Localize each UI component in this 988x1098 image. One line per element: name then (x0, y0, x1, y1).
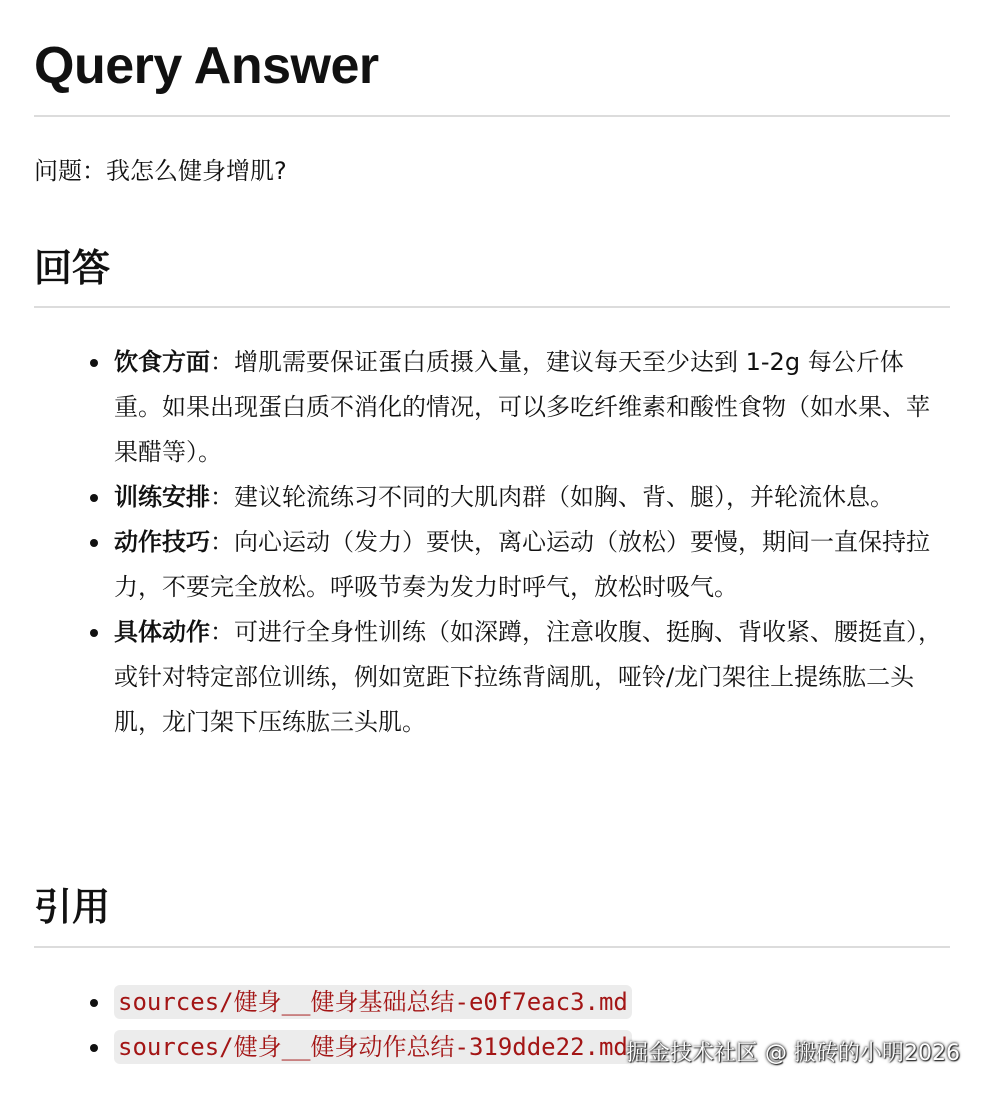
answer-item-text: ：建议轮流练习不同的大肌肉群（如胸、背、腿），并轮流休息。 (210, 483, 894, 511)
reference-item (34, 1025, 632, 1070)
answer-item-text: ：可进行全身性训练（如深蹲，注意收腹、挺胸、背收紧、腰挺直），或针对特定部位训练，例如宽距下拉练背阔肌，哑铃/龙门架往上提练肱二头肌，龙门架下压练肱三头肌。 (114, 618, 942, 736)
answer-item-term: 具体动作 (114, 618, 210, 646)
answer-item-text: ：增肌需要保证蛋白质摄入量，建议每天至少达到 1-2g 每公斤体重。如果出现蛋白质不消化的情况，可以多吃纤维素和酸性食物（如水果、苹果醋等）。 (114, 348, 930, 466)
reference-item (34, 980, 632, 1025)
page-title: Query Answer (34, 37, 379, 95)
references-divider (34, 946, 950, 948)
answer-item-text: ：向心运动（发力）要快，离心运动（放松）要慢，期间一直保持拉力，不要完全放松。呼吸节奏为发力时呼气，放松时吸气。 (114, 528, 930, 601)
answer-item-training-plan (34, 475, 950, 520)
answer-item-term: 动作技巧 (114, 528, 210, 556)
answer-item-technique (34, 520, 950, 610)
references-list (34, 980, 632, 1070)
answer-item-diet (34, 340, 950, 475)
answer-item-term: 饮食方面 (114, 348, 210, 376)
answer-item-term: 训练安排 (114, 483, 210, 511)
question-text: 问题：我怎么健身增肌? (34, 157, 287, 185)
watermark: 掘金技术社区 @ 搬砖的小明2026 (626, 1041, 960, 1066)
answer-list (34, 340, 950, 745)
answer-item-exercises (34, 610, 950, 745)
references-heading: 引用 (34, 885, 111, 929)
answer-divider (34, 306, 950, 308)
answer-heading: 回答 (34, 246, 111, 290)
reference-link[interactable]: sources/健身__健身动作总结-319dde22.md (114, 1030, 632, 1064)
reference-link[interactable]: sources/健身__健身基础总结-e0f7eac3.md (114, 985, 632, 1019)
title-divider (34, 115, 950, 117)
